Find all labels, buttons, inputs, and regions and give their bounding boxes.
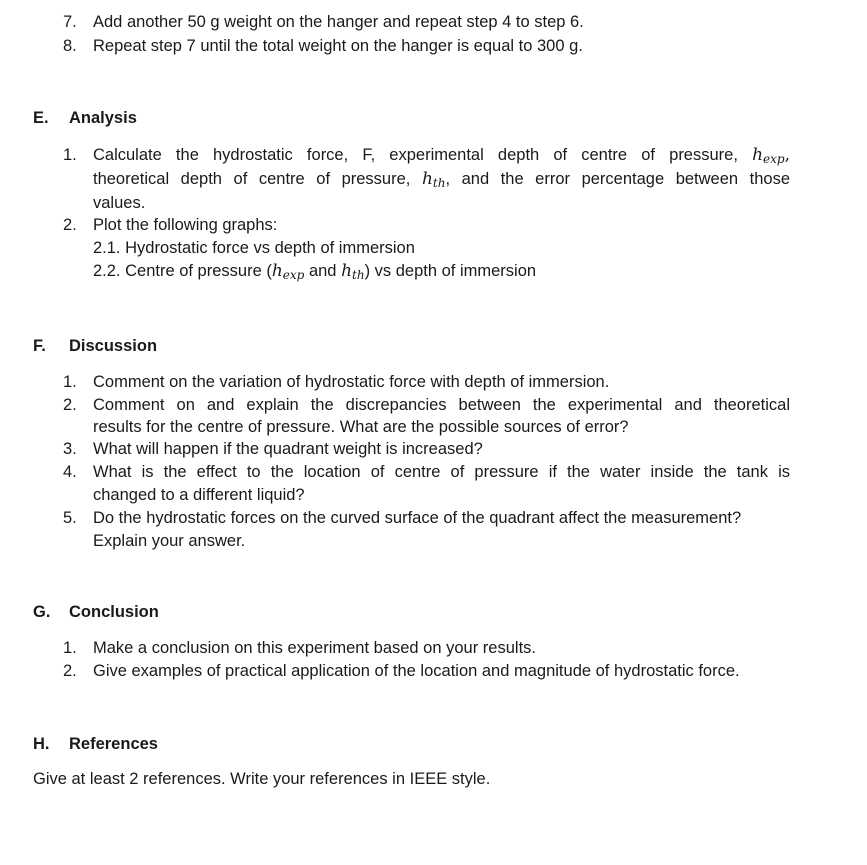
discussion-item-1-text: Comment on the variation of hydrostatic force with depth of immersion. bbox=[93, 373, 610, 391]
analysis-subitem-2-1: 2.1. Hydrostatic force vs depth of immersion bbox=[93, 239, 415, 257]
section-letter: E. bbox=[33, 109, 49, 127]
h-th-symbol: $h_{th}$ bbox=[341, 261, 365, 282]
section-title: Analysis bbox=[69, 109, 137, 127]
section-heading-references bbox=[33, 733, 158, 755]
analysis-item-1-line-2: theoretical depth of centre of pressure, $h_{th}$, and the error percentage between those bbox=[93, 169, 790, 190]
section-letter: F. bbox=[33, 337, 46, 355]
discussion-item-3-number: 3. bbox=[63, 440, 77, 458]
procedure-item-7-text: Add another 50 g weight on the hanger and repeat step 4 to step 6. bbox=[93, 13, 584, 31]
discussion-item-3-text: What will happen if the quadrant weight is increased? bbox=[93, 440, 483, 458]
analysis-item-2-text: Plot the following graphs: bbox=[93, 216, 278, 234]
discussion-item-5-line-2: Explain your answer. bbox=[93, 532, 246, 550]
analysis-item-1-line-1: Calculate the hydrostatic force, F, experimental depth of centre of pressure, $h_{exp}$, bbox=[93, 145, 790, 166]
references-instruction: Give at least 2 references. Write your references in IEEE style. bbox=[33, 770, 491, 788]
discussion-item-1-number: 1. bbox=[63, 373, 77, 391]
analysis-subitem-2-2: 2.2. Centre of pressure ($h_{exp}$ and $h_{th}$) vs depth of immersion bbox=[93, 261, 537, 282]
conclusion-item-1-text: Make a conclusion on this experiment based on your results. bbox=[93, 639, 536, 657]
discussion-item-2-line-1: Comment on and explain the discrepancies between the experimental and theoretical bbox=[93, 396, 790, 414]
procedure-item-8-number: 8. bbox=[63, 37, 77, 55]
analysis-item-1-number: 1. bbox=[63, 146, 77, 164]
analysis-item-1-line-3: values. bbox=[93, 194, 146, 212]
conclusion-item-1-number: 1. bbox=[63, 639, 77, 657]
section-heading-conclusion bbox=[33, 601, 159, 623]
discussion-item-5-line-1: Do the hydrostatic forces on the curved surface of the quadrant affect the measurement? bbox=[93, 509, 742, 527]
procedure-item-8-text: Repeat step 7 until the total weight on the hanger is equal to 300 g. bbox=[93, 37, 583, 55]
section-title: Discussion bbox=[69, 337, 158, 355]
section-title: Conclusion bbox=[69, 603, 159, 621]
discussion-item-4-line-1: What is the effect to the location of centre of pressure if the water inside the tank is bbox=[93, 463, 790, 481]
procedure-item-7-number: 7. bbox=[63, 13, 77, 31]
h-exp-symbol: $h_{exp}$ bbox=[271, 261, 305, 282]
discussion-item-5-number: 5. bbox=[63, 509, 77, 527]
conclusion-item-2-text: Give examples of practical application of the location and magnitude of hydrostatic force. bbox=[93, 662, 740, 680]
discussion-item-2-number: 2. bbox=[63, 396, 77, 414]
discussion-item-4-number: 4. bbox=[63, 463, 77, 481]
section-title: References bbox=[69, 735, 158, 753]
discussion-item-2-line-2: results for the centre of pressure. What are the possible sources of error? bbox=[93, 418, 629, 436]
discussion-item-4-line-2: changed to a different liquid? bbox=[93, 486, 305, 504]
section-letter: H. bbox=[33, 735, 50, 753]
analysis-item-2-number: 2. bbox=[63, 216, 77, 234]
h-th-symbol: $h_{th}$ bbox=[421, 169, 446, 190]
section-heading-analysis bbox=[33, 107, 137, 129]
section-heading-discussion bbox=[33, 335, 157, 357]
conclusion-item-2-number: 2. bbox=[63, 662, 77, 680]
h-exp-symbol: $h_{exp}$, bbox=[752, 145, 790, 166]
section-letter: G. bbox=[33, 603, 51, 621]
